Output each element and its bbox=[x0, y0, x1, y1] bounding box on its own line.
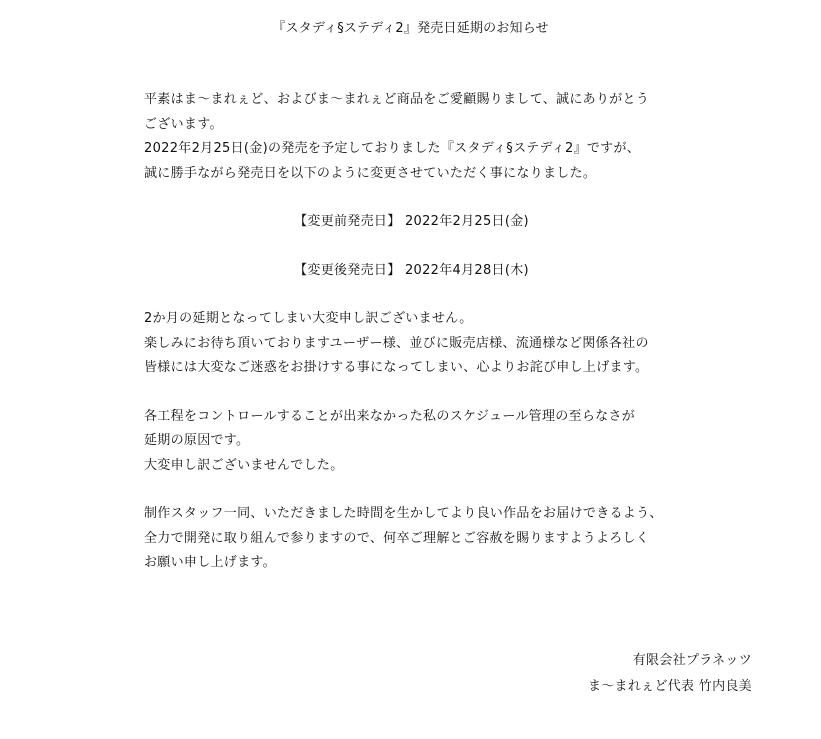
after-release-date bbox=[144, 259, 679, 284]
cause-line: 各工程をコントロールすることが出来なかった私のスケジュール管理の至らなさが bbox=[144, 408, 636, 424]
intro-line: ございます。 bbox=[144, 116, 223, 132]
apology-line: 皆様には大変なご迷惑をお掛けする事になってしまい、心よりお詫び申し上げます。 bbox=[144, 360, 649, 375]
closing-line: お願い申し上げます。 bbox=[144, 555, 276, 570]
apology-paragraph bbox=[144, 307, 704, 381]
signature-block bbox=[588, 648, 752, 700]
before-date-text: 【変更前発売日】 2022年2月25日(金) bbox=[294, 214, 529, 229]
cause-line: 大変申し訳ございませんでした。 bbox=[144, 457, 344, 473]
before-release-date bbox=[144, 210, 679, 235]
cause-paragraph bbox=[144, 405, 704, 479]
intro-line: 誠に勝手ながら発売日を以下のように変更させていただく事になりました。 bbox=[144, 165, 597, 181]
cause-line: 延期の原因です。 bbox=[144, 433, 250, 448]
intro-paragraph bbox=[144, 88, 704, 186]
representative-name: ま～まれぇど代表 竹内良美 bbox=[587, 679, 752, 694]
intro-line: 平素はま～まれぇど、およびま～まれぇど商品をご愛顧賜りまして、誠にありがとう bbox=[144, 92, 650, 107]
apology-line: 2か月の延期となってしまい大変申し訳ございません。 bbox=[144, 311, 473, 326]
after-date-text: 【変更後発売日】 2022年4月28日(木) bbox=[294, 262, 529, 278]
company-name: 有限会社プラネッツ bbox=[632, 653, 752, 668]
closing-paragraph bbox=[144, 502, 704, 576]
closing-line: 制作スタッフ一同、いただきました時間を生かしてより良い作品をお届けできるよう、 bbox=[144, 506, 663, 521]
apology-line: 楽しみにお待ち頂いておりますユーザー様、並びに販売店様、流通様など関係各社の bbox=[144, 335, 649, 351]
notice-title: 『スタディ§ステディ2』発売日延期のお知らせ bbox=[272, 21, 549, 36]
closing-line: 全力で開発に取り組んで参りますので、何卒ご理解とご容赦を賜りますようよろしく bbox=[144, 530, 650, 546]
intro-line: 2022年2月25日(金)の発売を予定しておりました『スタディ§ステディ2』ですが、 bbox=[144, 141, 641, 156]
notice-body bbox=[144, 88, 704, 576]
